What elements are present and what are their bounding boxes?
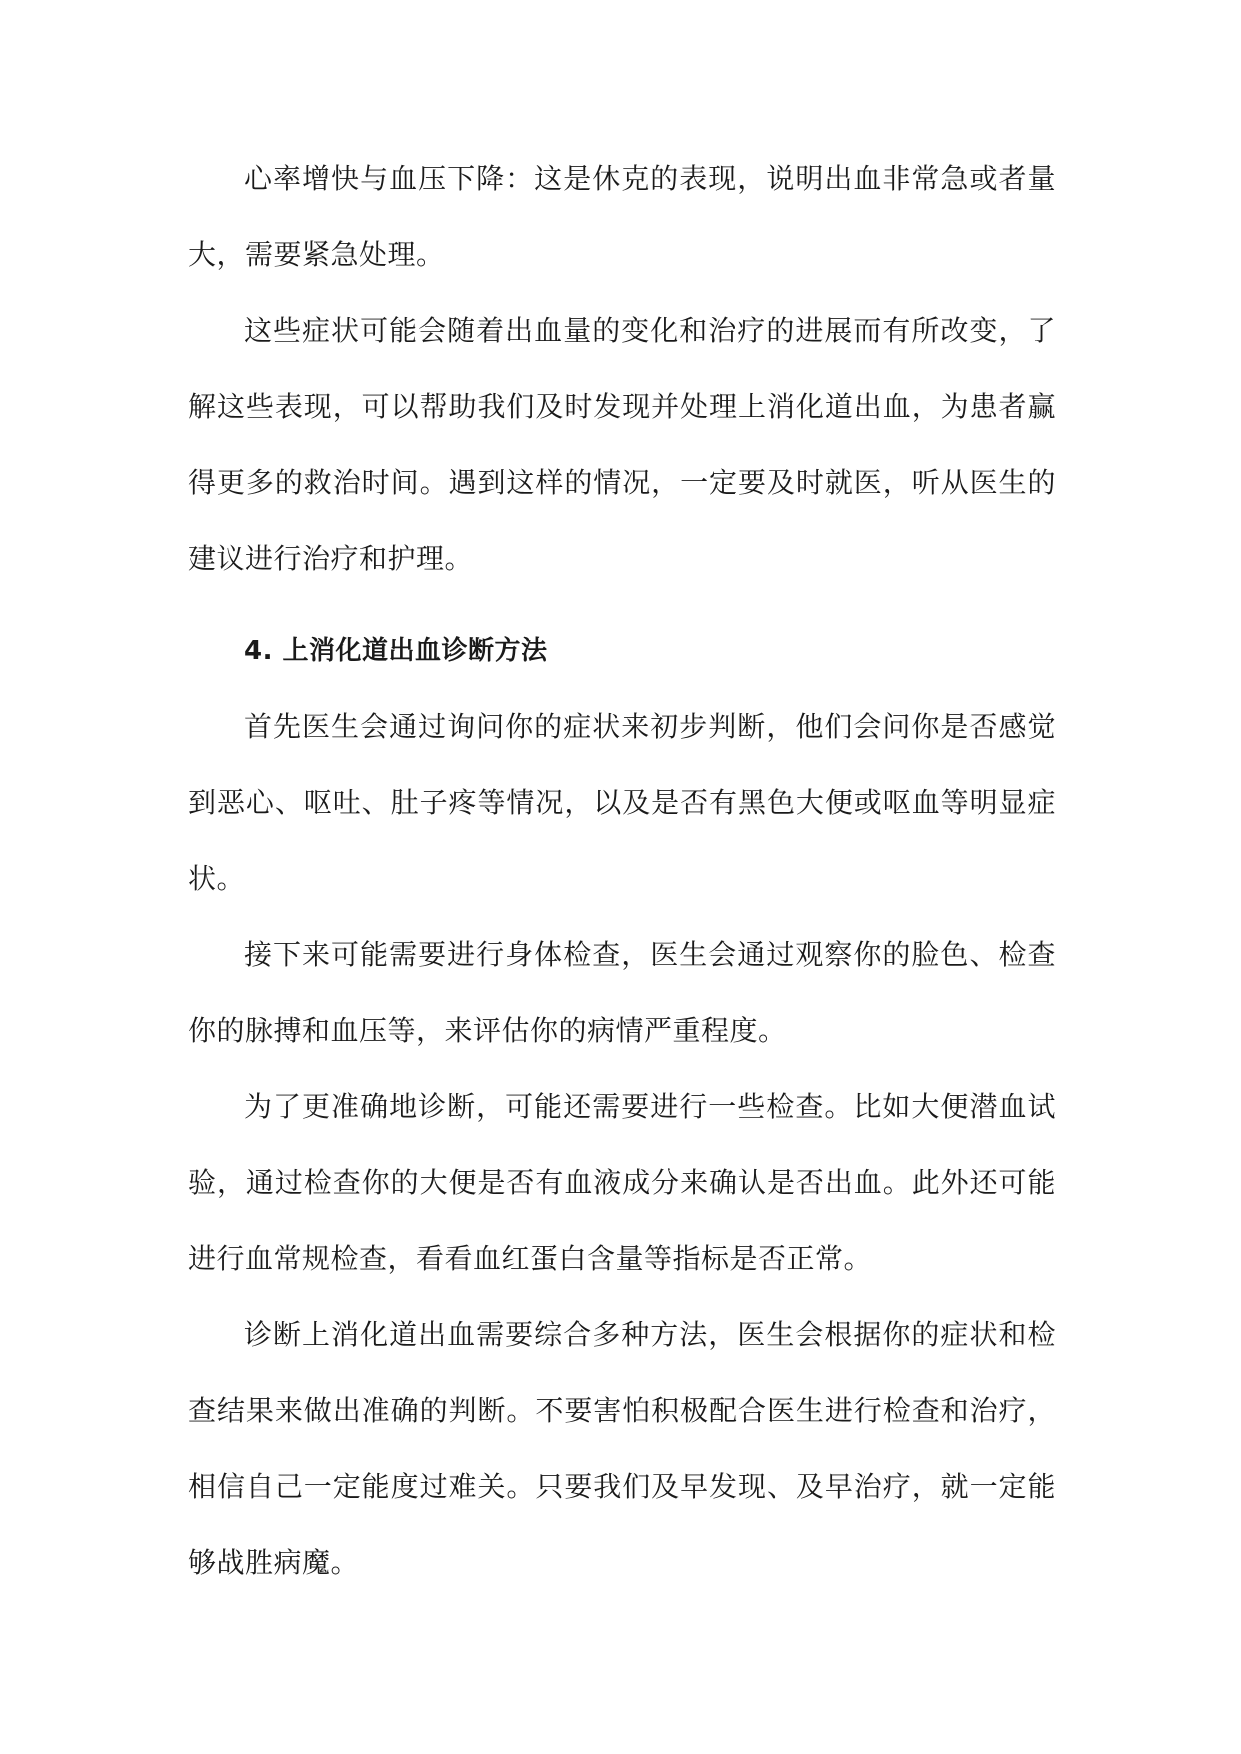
paragraph-conclusion: 诊断上消化道出血需要综合多种方法，医生会根据你的症状和检查结果来做出准确的判断。不要害怕积极配合医生进行检查和治疗，相信自己一定能度过难关。只要我们及早发现、及早治疗，就一定能够战胜病魔。 <box>188 1318 1056 1579</box>
paragraph-symptom-inquiry: 首先医生会通过询问你的症状来初步判断，他们会问你是否感觉到恶心、呕吐、肚子疼等情况，以及是否有黑色大便或呕血等明显症状。 <box>188 710 1056 895</box>
paragraph-physical-exam: 接下来可能需要进行身体检查，医生会通过观察你的脸色、检查你的脉搏和血压等，来评估你的病情严重程度。 <box>188 938 1056 1047</box>
section-heading: 4. 上消化道出血诊断方法 <box>244 636 548 666</box>
paragraph-shock-symptoms: 心率增快与血压下降：这是休克的表现，说明出血非常急或者量大，需要紧急处理。 <box>188 162 1056 271</box>
paragraph-symptom-changes: 这些症状可能会随着出血量的变化和治疗的进展而有所改变，了解这些表现，可以帮助我们及时发现并处理上消化道出血，为患者赢得更多的救治时间。遇到这样的情况，一定要及时就医，听从医生的建议进行治疗和护理。 <box>188 314 1056 575</box>
section-spacer <box>188 597 1056 613</box>
paragraph-lab-tests: 为了更准确地诊断，可能还需要进行一些检查。比如大便潜血试验，通过检查你的大便是否有血液成分来确认是否出血。此外还可能进行血常规检查，看看血红蛋白含量等指标是否正常。 <box>188 1090 1056 1275</box>
document-body <box>188 141 1056 1601</box>
